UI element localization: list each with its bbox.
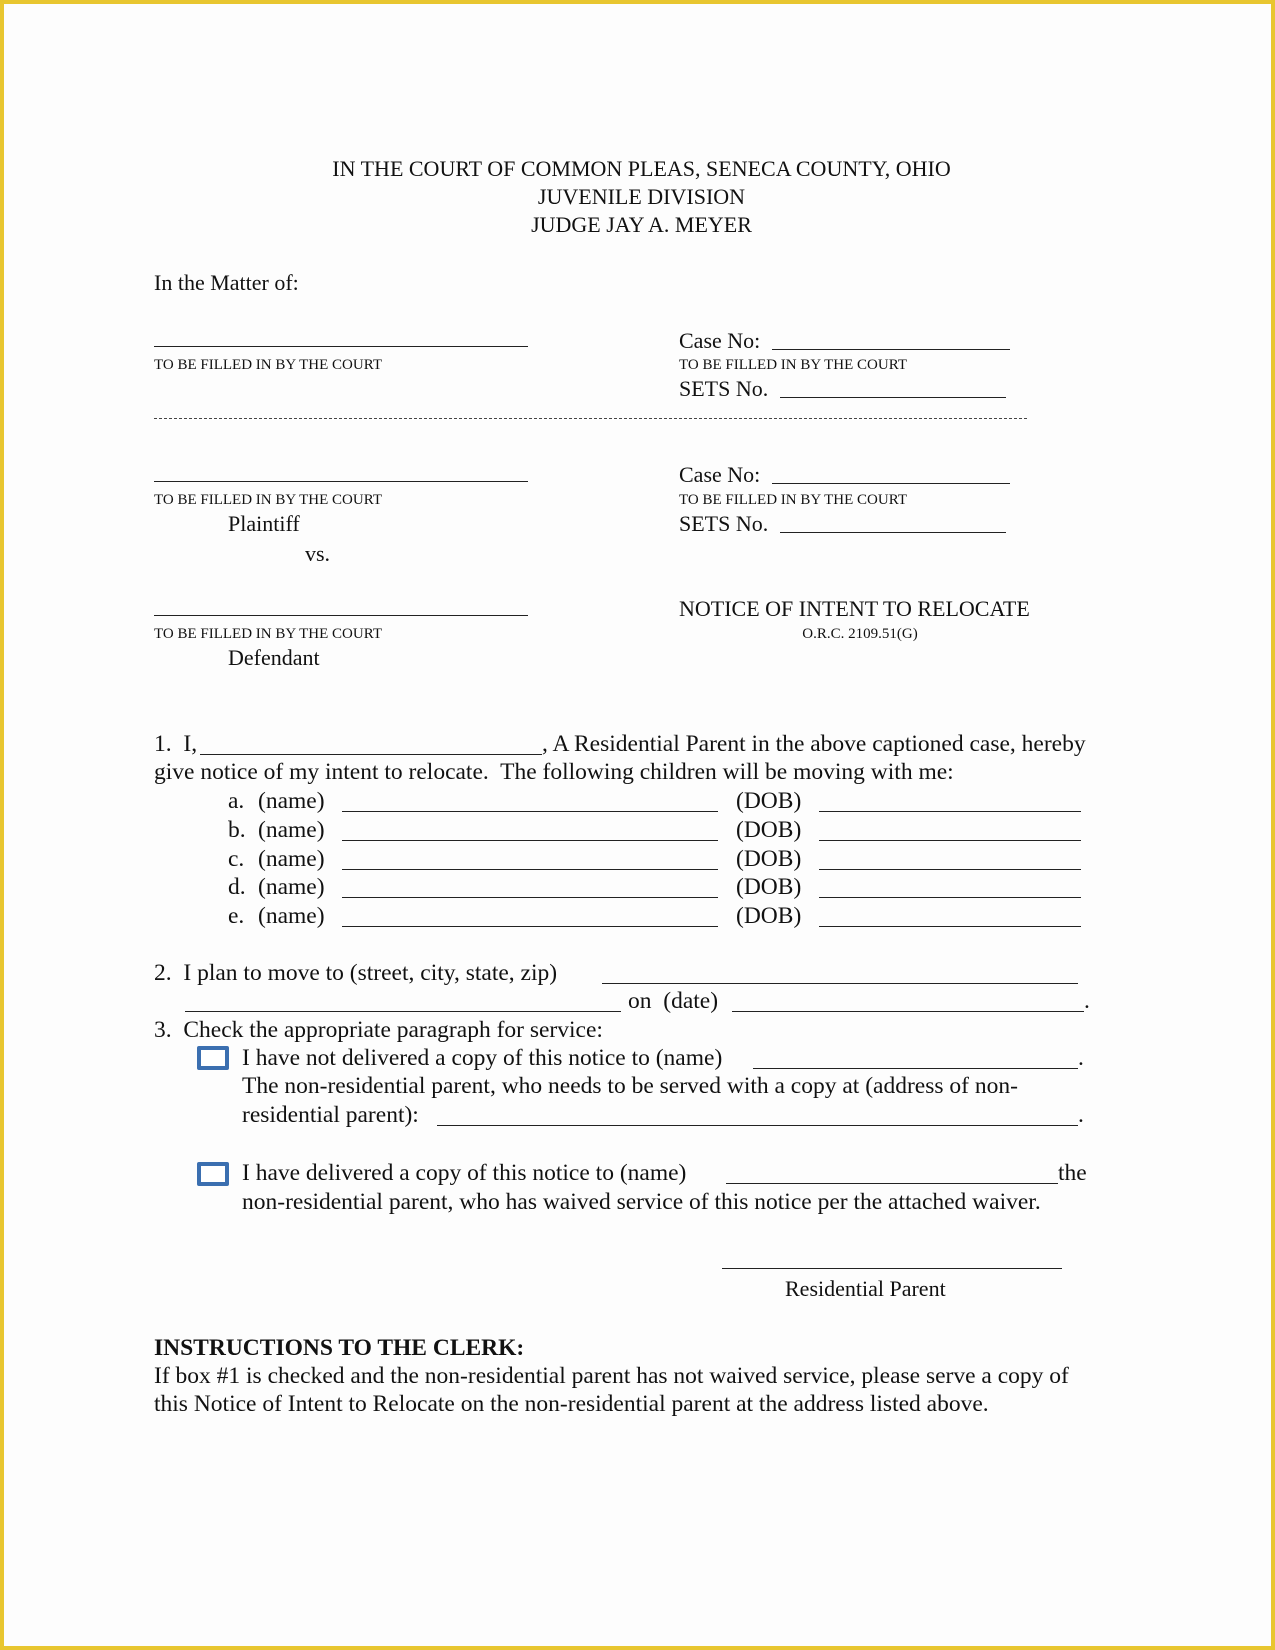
option2-the: the [1058,1160,1087,1186]
child-dob-label: (DOB) [736,817,802,843]
instructions-heading: INSTRUCTIONS TO THE CLERK: [154,1335,525,1361]
item1-prefix: 1. I, [154,731,198,757]
filled-note: TO BE FILLED IN BY THE COURT [154,626,382,642]
move-address-line-1[interactable] [602,983,1078,984]
child-dob-label: (DOB) [736,903,802,929]
option1-address-line[interactable] [437,1125,1078,1126]
child-name-line[interactable] [342,926,718,927]
dashed-divider [154,418,1027,419]
notice-title: NOTICE OF INTENT TO RELOCATE [679,596,1030,621]
item1-line2: give notice of my intent to relocate. The following children will be moving with me: [154,759,954,785]
signature-line[interactable] [722,1268,1062,1269]
division: JUVENILE DIVISION [537,184,746,209]
plaintiff-label: Plaintiff [228,511,300,536]
not-delivered-checkbox[interactable] [197,1046,229,1070]
child-letter: b. [228,817,246,843]
defendant-name-line[interactable] [154,615,528,616]
matter-name-line-1[interactable] [154,346,528,347]
case-no-label: Case No: [679,462,761,487]
option1-line2: The non-residential parent, who needs to be served with a copy at (address of non- [242,1073,1018,1099]
child-name-line[interactable] [342,897,718,898]
child-dob-line[interactable] [819,811,1081,812]
plaintiff-name-line[interactable] [154,481,528,482]
period: . [1084,988,1090,1014]
case-no-line-2[interactable] [772,483,1010,484]
signature-label: Residential Parent [785,1276,946,1301]
child-dob-line[interactable] [819,869,1081,870]
vs-label: vs. [305,541,331,566]
option2-name-line[interactable] [726,1183,1058,1184]
sets-no-line-2[interactable] [780,532,1006,533]
child-name-label: (name) [258,874,325,900]
instructions-line1: If box #1 is checked and the non-residential parent has not waived service, please serve a copy of [154,1363,1069,1389]
option2-line2: non-residential parent, who has waived service of this notice per the attached waiver. [242,1189,1041,1215]
instructions-line2: this Notice of Intent to Relocate on the non-residential parent at the address listed above. [154,1391,989,1417]
child-name-line[interactable] [342,811,718,812]
item3-heading: 3. Check the appropriate paragraph for service: [154,1017,603,1043]
child-dob-label: (DOB) [736,788,802,814]
child-name-label: (name) [258,817,325,843]
period: . [1078,1102,1084,1128]
child-dob-line[interactable] [819,897,1081,898]
move-date-line[interactable] [732,1011,1084,1012]
item1-suffix: , A Residential Parent in the above captioned case, hereby [542,731,1086,757]
option1-line1: I have not delivered a copy of this notice to (name) [242,1045,723,1071]
judge: JUDGE JAY A. MEYER [531,212,752,237]
child-letter: c. [228,846,245,872]
sets-no-line-1[interactable] [780,397,1006,398]
child-letter: d. [228,874,246,900]
child-name-line[interactable] [342,840,718,841]
option2-line1: I have delivered a copy of this notice to (name) [242,1160,687,1186]
child-letter: e. [228,903,245,929]
option1-line3: residential parent): [242,1102,419,1128]
on-date-label: on (date) [628,988,719,1014]
child-name-line[interactable] [342,869,718,870]
court-name: IN THE COURT OF COMMON PLEAS, SENECA COUNTY, OHIO [332,156,951,181]
filled-note: TO BE FILLED IN BY THE COURT [679,357,907,373]
case-no-label: Case No: [679,328,761,353]
matter-of-label: In the Matter of: [154,270,299,295]
item2-prefix: 2. I plan to move to (street, city, state, zip) [154,960,558,986]
option1-name-line[interactable] [753,1068,1078,1069]
child-dob-line[interactable] [819,926,1081,927]
case-no-line-1[interactable] [772,349,1010,350]
child-dob-label: (DOB) [736,874,802,900]
child-name-label: (name) [258,903,325,929]
child-dob-label: (DOB) [736,846,802,872]
filled-note: TO BE FILLED IN BY THE COURT [154,357,382,373]
sets-no-label: SETS No. [679,376,769,401]
defendant-label: Defendant [228,645,320,670]
delivered-checkbox[interactable] [197,1162,229,1186]
child-name-label: (name) [258,788,325,814]
child-name-label: (name) [258,846,325,872]
child-letter: a. [228,788,245,814]
period: . [1078,1045,1084,1071]
sets-no-label: SETS No. [679,511,769,536]
filled-note: TO BE FILLED IN BY THE COURT [154,492,382,508]
filled-note: TO BE FILLED IN BY THE COURT [679,492,907,508]
child-dob-line[interactable] [819,840,1081,841]
parent-name-line[interactable] [200,754,542,755]
notice-code: O.R.C. 2109.51(G) [802,626,918,642]
move-address-line-2[interactable] [185,1011,621,1012]
